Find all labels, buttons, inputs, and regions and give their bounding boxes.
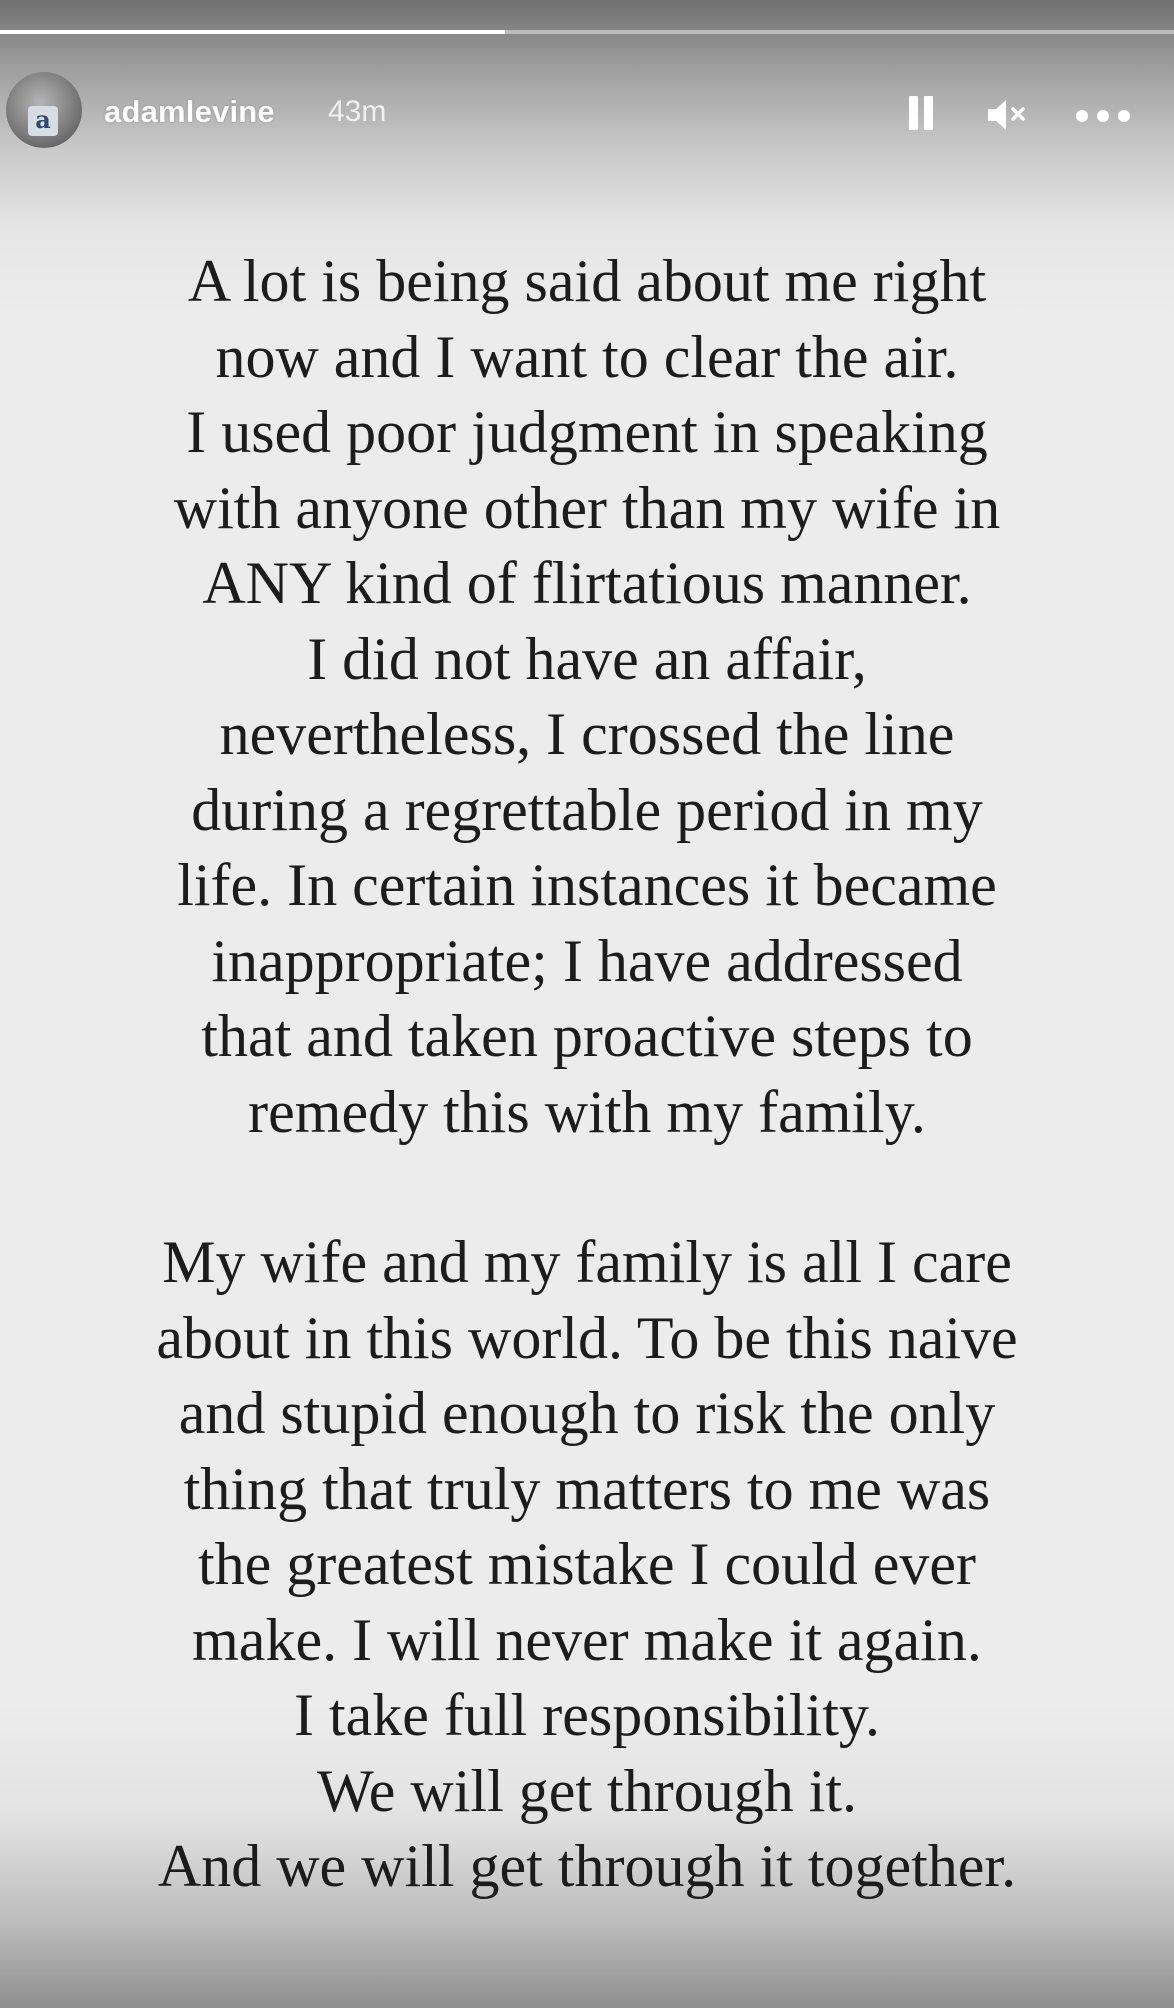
story-progress-fill	[0, 30, 505, 34]
statement-line: A lot is being said about me right	[187, 248, 987, 314]
statement-paragraph-2	[40, 1225, 1134, 1905]
statement-line: ANY kind of flirtatious manner.	[202, 550, 972, 616]
statement-line: nevertheless, I crossed the line	[219, 701, 955, 767]
more-options-icon[interactable]	[1076, 110, 1132, 122]
statement-line: the greatest mistake I could ever	[197, 1531, 976, 1597]
statement-line: My wife and my family is all I care	[162, 1229, 1012, 1295]
pause-icon[interactable]	[906, 96, 936, 130]
statement-line: with anyone other than my wife in	[173, 474, 1001, 541]
statement-line: I used poor judgment in speaking	[186, 399, 988, 465]
avatar-badge: a	[28, 106, 58, 136]
username-link[interactable]: adamlevine	[104, 94, 275, 129]
avatar[interactable]	[6, 72, 82, 148]
speaker-muted-icon[interactable]	[986, 98, 1030, 132]
statement-line: I did not have an affair,	[307, 625, 867, 692]
statement-line: life. In certain instances it became	[177, 852, 997, 918]
statement-line: during a regrettable period in my	[191, 776, 983, 843]
story-timestamp: 43m	[328, 95, 387, 128]
statement-line: I take full responsibility.	[294, 1682, 880, 1748]
statement-line: now and I want to clear the air.	[215, 323, 959, 390]
statement-line: remedy this with my family.	[248, 1078, 926, 1145]
statement-line: We will get through it.	[316, 1757, 858, 1824]
statement-line: and stupid enough to risk the only	[178, 1380, 996, 1446]
story-progress-bar	[0, 30, 1174, 34]
story-header	[0, 72, 1174, 162]
statement-line: inappropriate; I have addressed	[211, 927, 963, 994]
statement-line: thing that truly matters to me was	[183, 1455, 991, 1522]
statement-line: about in this world. To be this naive	[156, 1304, 1018, 1371]
statement-line: make. I will never make it again.	[192, 1606, 982, 1673]
story-statement-text	[40, 244, 1134, 1905]
statement-paragraph-1	[40, 244, 1134, 1150]
statement-line: that and taken proactive steps to	[201, 1003, 973, 1069]
statement-line: And we will get through it together.	[157, 1833, 1017, 1899]
